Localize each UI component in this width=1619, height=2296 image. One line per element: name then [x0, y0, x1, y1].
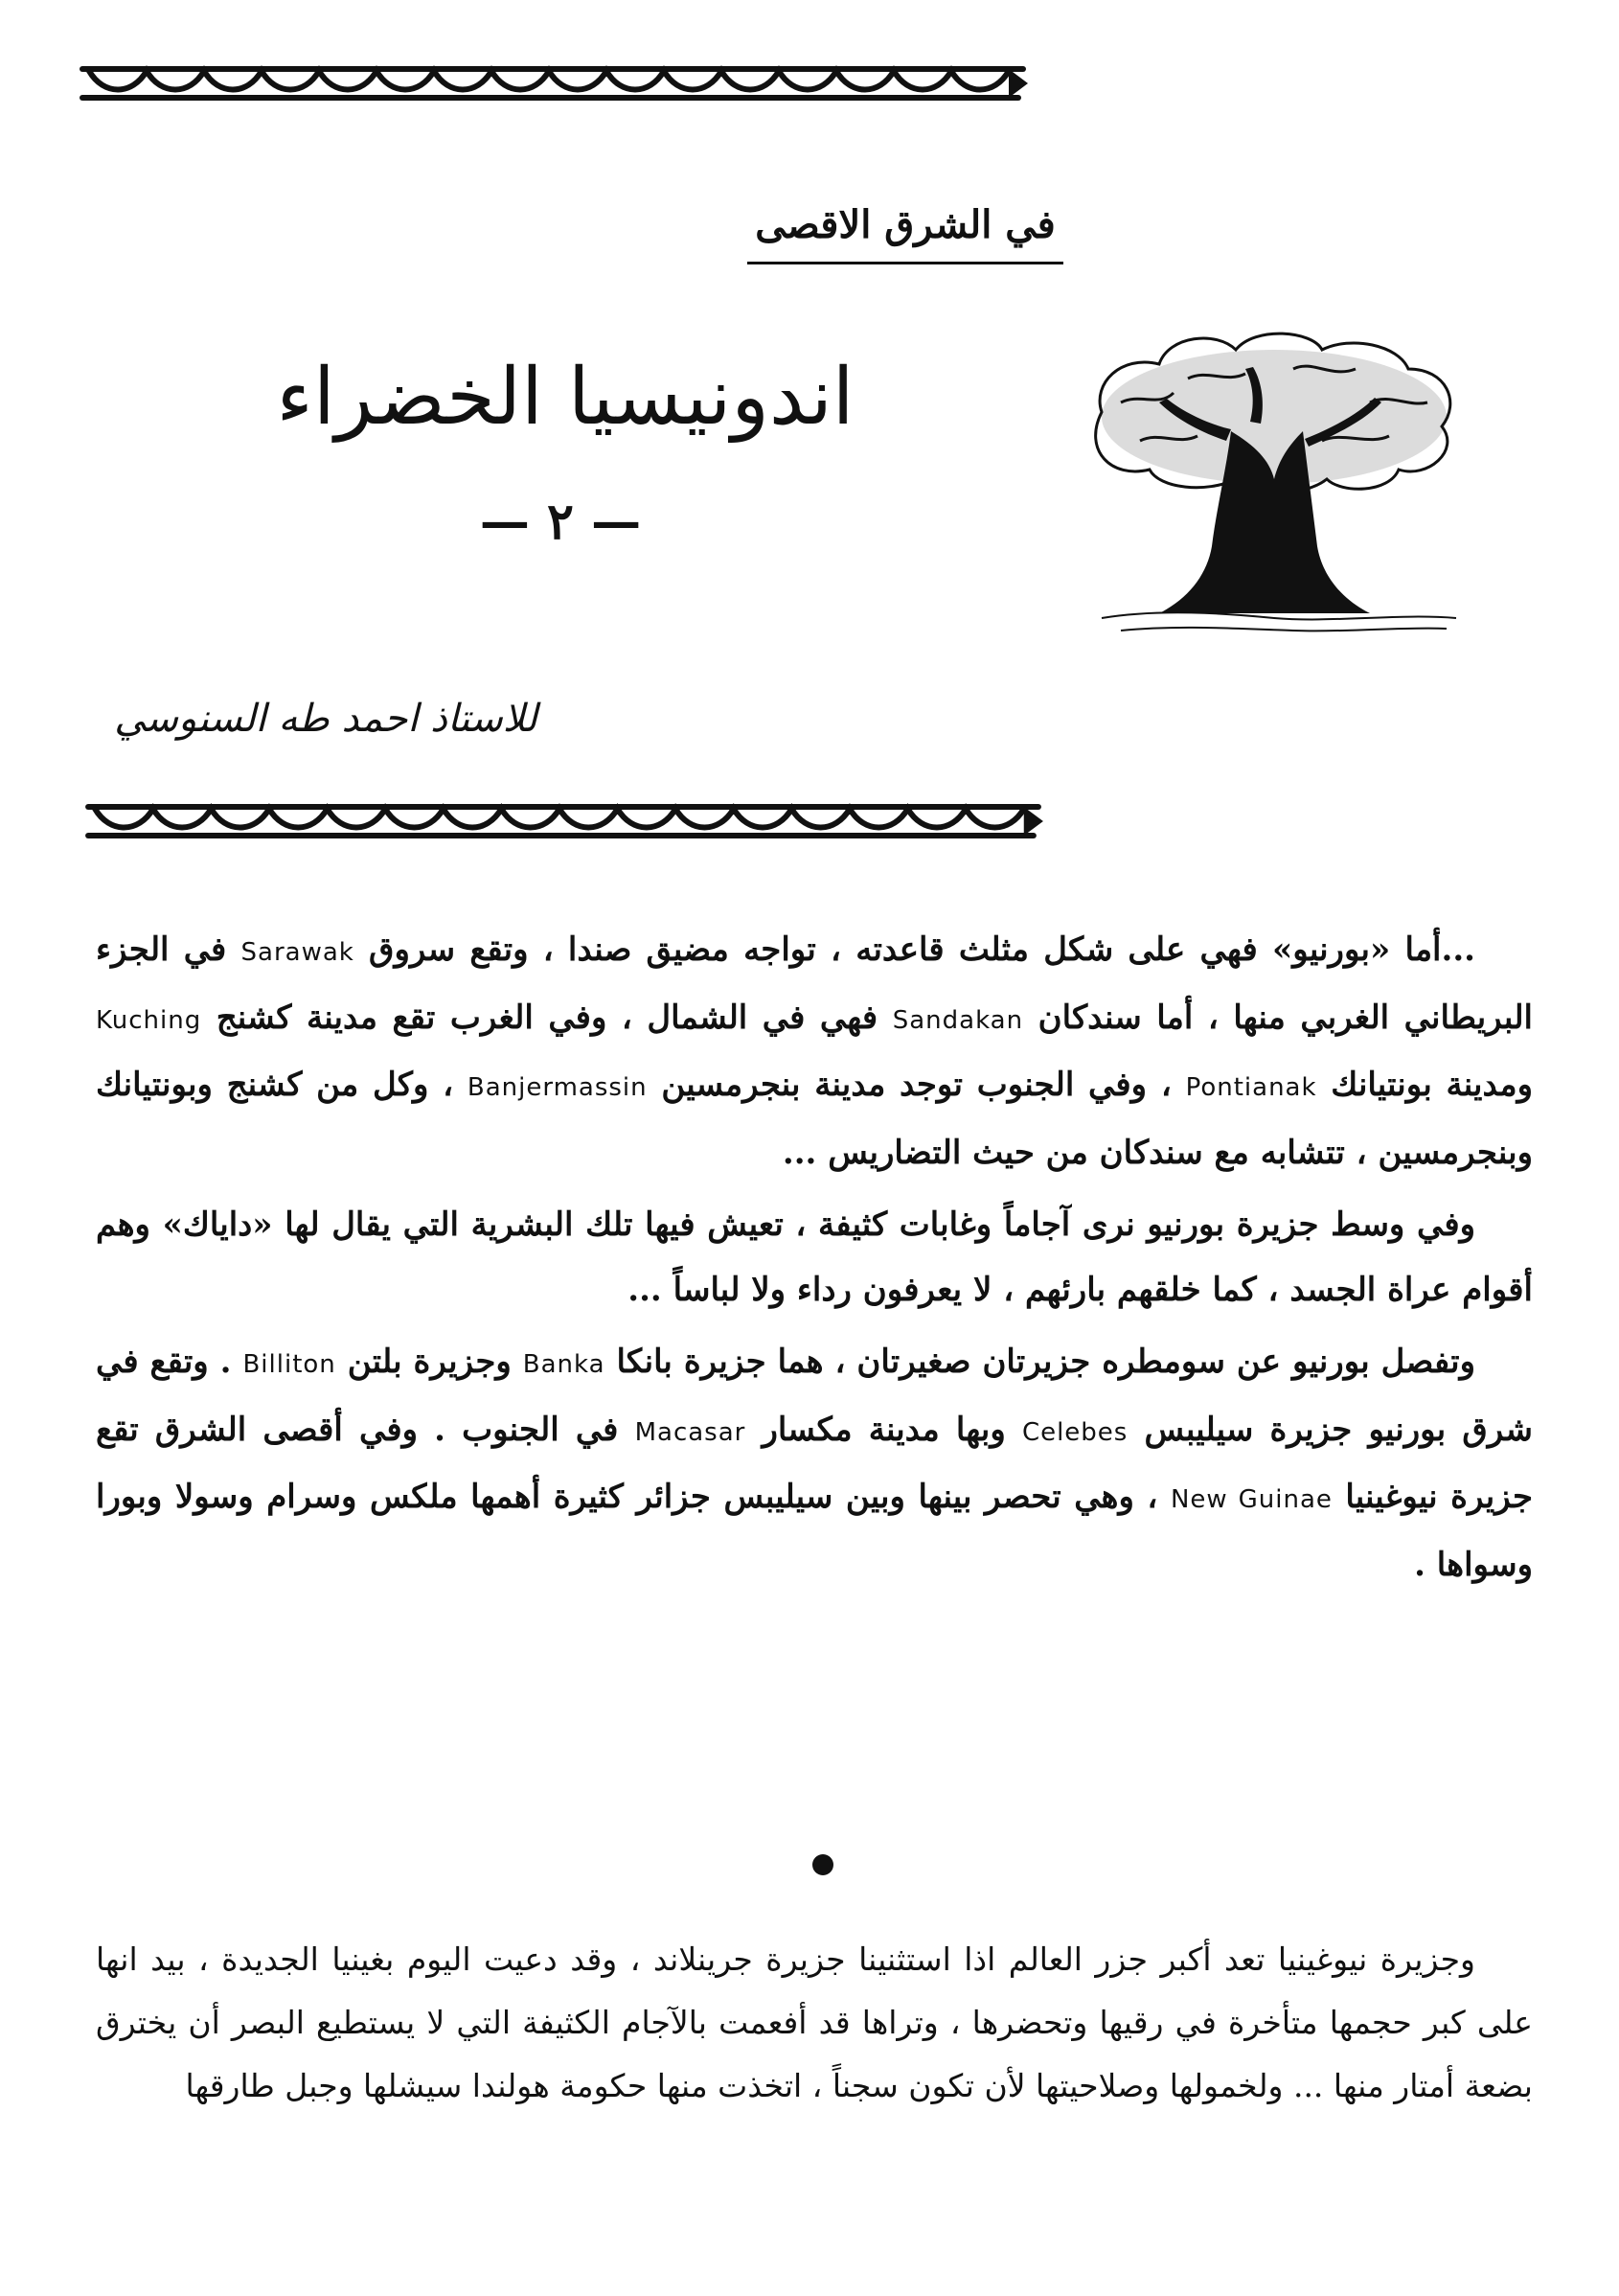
text-run: وفي وسط جزيرة بورنيو نرى آجاماً وغابات كثيفة ، تعيش فيها تلك البشرية التي يقال لها «داياك» وهم أقوام عراة الجسد ، كما خلقهم بارئهم ، لا يعرفون رداء ولا لباساً ...	[96, 1205, 1533, 1309]
latin-place-name: Pontianak	[1185, 1073, 1317, 1102]
rope-border-icon	[75, 59, 1033, 107]
author-byline: للاستاذ احمد طه السنوسي	[114, 697, 537, 741]
paragraph	[96, 1330, 1533, 1597]
latin-place-name: New Guinae	[1170, 1485, 1333, 1514]
paragraph	[96, 918, 1533, 1185]
text-run: ، وهي تحصر بينها وبين سيليبس جزائر كثيرة أهمها ملكس وسرام وسولا وبورا وسواها .	[96, 1478, 1533, 1584]
latin-place-name: Sandakan	[892, 1005, 1024, 1035]
part-number: — ٢ —	[479, 493, 642, 551]
text-run: ومدينة بونتيانك	[1316, 1066, 1533, 1104]
text-run: . وتقع في شرق بورنيو جزيرة سيليبس	[96, 1343, 1533, 1449]
latin-place-name: Banjermassin	[467, 1073, 648, 1102]
tree-illustration	[1083, 326, 1466, 642]
rope-border-icon	[80, 797, 1048, 845]
text-run: ، وكل من كشنج وبونتيانك وبنجرمسين ، تتشابه مع سندكان من حيث التضاريس ...	[96, 1066, 1533, 1172]
latin-place-name: Billiton	[242, 1350, 336, 1379]
top-ornamental-border	[75, 59, 1033, 107]
latin-place-name: Celebes	[1021, 1417, 1129, 1447]
tree-icon	[1083, 326, 1466, 642]
paragraph	[96, 1193, 1533, 1322]
middle-ornamental-border	[80, 797, 1048, 845]
text-run: فهي في الشمال ، وفي الغرب تقع مدينة كشنج	[201, 998, 893, 1037]
text-run: وبها مدينة مكسار	[745, 1410, 1022, 1449]
text-run: وجزيرة بلتن	[335, 1343, 523, 1381]
section-separator-dot	[812, 1854, 833, 1875]
text-run: ، وفي الجنوب توجد مدينة بنجرمسين	[647, 1066, 1186, 1104]
text-run: في الجزء البريطاني الغربي منها ، أما سندكان	[96, 930, 1533, 1037]
latin-place-name: Macasar	[634, 1417, 746, 1447]
article-body	[96, 918, 1533, 1605]
text-run: وتفصل بورنيو عن سومطره جزيرتان صغيرتان ، هما جزيرة بانكا	[604, 1343, 1475, 1381]
section-label: في الشرق الاقصى	[747, 196, 1063, 264]
latin-place-name: Kuching	[96, 1005, 202, 1035]
article-body-continued	[96, 1928, 1533, 2118]
latin-place-name: Banka	[522, 1350, 605, 1379]
article-title: اندونيسيا الخضراء	[276, 352, 855, 443]
paragraph: وجزيرة نيوغينيا تعد أكبر جزر العالم اذا استثنينا جزيرة جرينلاند ، وقد دعيت اليوم بغينيا الجديدة ، بيد انها على كبر حجمها متأخرة في رقيها وتحضرها ، وتراها قد أفعمت بالآجام الكثيفة التي لا يستطيع البصر أن يخترق بضعة أمتار منها ... ولخمولها وصلاحيتها لأن تكون سجناً ، اتخذت منها حكومة هولندا سيشلها وجبل طارقها	[96, 1940, 1533, 2104]
latin-place-name: Sarawak	[240, 938, 354, 967]
text-run: في الجنوب . وفي أقصى الشرق تقع جزيرة نيوغينيا	[96, 1410, 1533, 1516]
text-run: ...أما «بورنيو» فهي على شكل مثلث قاعدته ، تواجه مضيق صندا ، وتقع سروق	[353, 930, 1475, 969]
